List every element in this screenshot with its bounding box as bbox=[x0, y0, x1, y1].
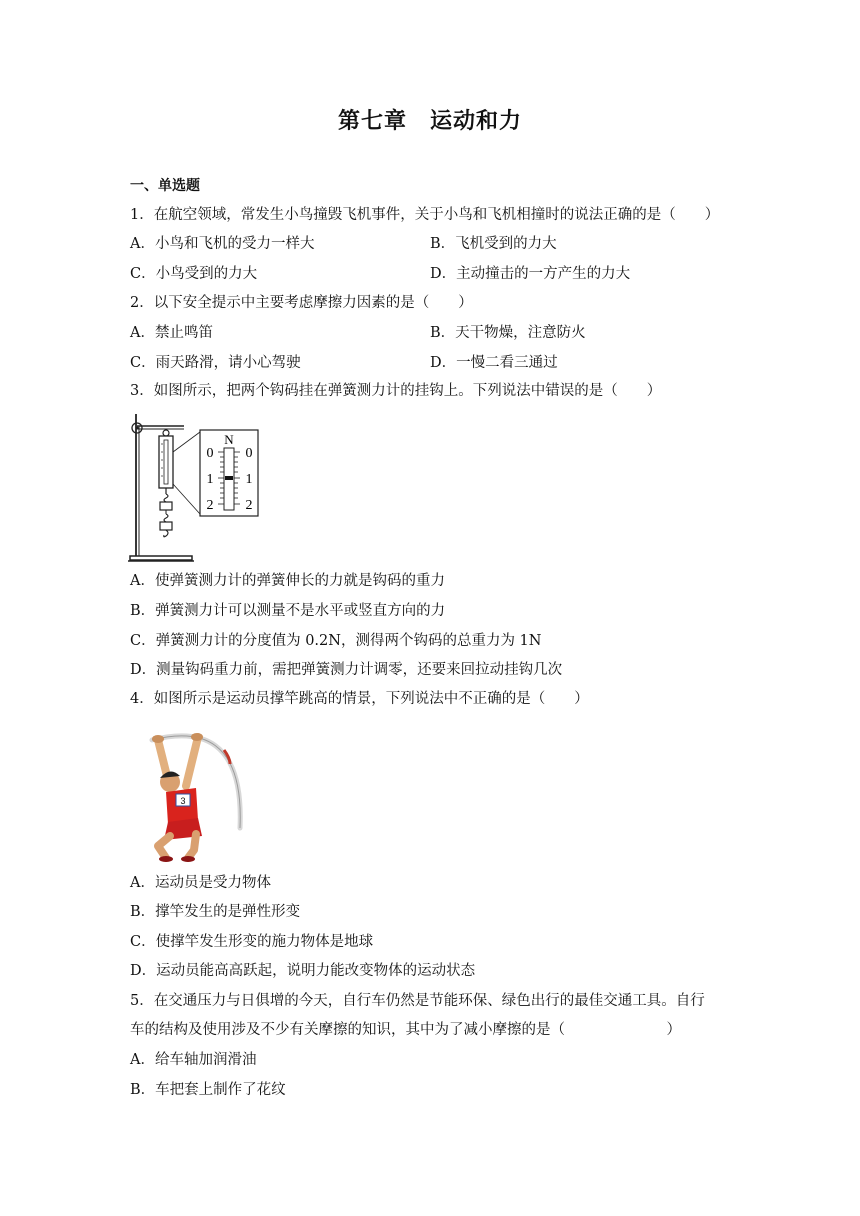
scale-left-tick-label: 1 bbox=[206, 472, 214, 487]
question-2-option-d: D．一慢二看三通过 bbox=[430, 355, 558, 371]
question-4-option-c: C．使撑竿发生形变的施力物体是地球 bbox=[130, 934, 374, 950]
question-2-option-a: A．禁止鸣笛 bbox=[130, 325, 213, 341]
scale-right-tick-label: 1 bbox=[245, 472, 253, 487]
question-4-option-d: D．运动员能高高跃起，说明力能改变物体的运动状态 bbox=[130, 963, 476, 979]
scale-unit-label: N bbox=[224, 432, 234, 447]
question-4-option-a: A．运动员是受力物体 bbox=[130, 875, 271, 891]
question-1-stem: 1．在航空领域，常发生小鸟撞毁飞机事件，关于小鸟和飞机相撞时的说法正确的是（ ） bbox=[130, 207, 720, 223]
section-heading: 一、单选题 bbox=[130, 178, 200, 194]
question-2-option-c: C．雨天路滑，请小心驾驶 bbox=[130, 355, 301, 371]
question-4-stem: 4．如图所示是运动员撑竿跳高的情景，下列说法中不正确的是（ ） bbox=[130, 691, 589, 707]
question-2-stem: 2．以下安全提示中主要考虑摩擦力因素的是（ ） bbox=[130, 295, 473, 311]
scale-pointer bbox=[225, 476, 233, 480]
pole-vault-photo bbox=[140, 728, 260, 864]
question-5-stem-line-1: 5．在交通压力与日俱增的今天，自行车仍然是节能环保、绿色出行的最佳交通工具。自行 bbox=[130, 993, 705, 1009]
question-1-option-a: A．小鸟和飞机的受力一样大 bbox=[130, 236, 315, 252]
question-5-stem-line-2: 车的结构及使用涉及不少有关摩擦的知识，其中为了减小摩擦的是（ ） bbox=[130, 1022, 681, 1038]
question-5-option-b: B．车把套上制作了花纹 bbox=[130, 1082, 286, 1098]
question-1-option-b: B．飞机受到的力大 bbox=[430, 236, 557, 252]
question-2-option-b: B．天干物燥，注意防火 bbox=[430, 325, 586, 341]
question-1-option-c: C．小鸟受到的力大 bbox=[130, 266, 258, 282]
spring-scale-figure bbox=[126, 408, 262, 564]
athlete-bib-number: 3 bbox=[180, 796, 186, 806]
page-title: 第七章 运动和力 bbox=[337, 108, 522, 134]
scale-left-tick-label: 0 bbox=[206, 446, 214, 461]
question-3-option-d: D．测量钩码重力前，需把弹簧测力计调零，还要来回拉动挂钩几次 bbox=[130, 662, 563, 678]
question-3-option-c: C．弹簧测力计的分度值为 0.2N，测得两个钩码的总重力为 1N bbox=[130, 633, 542, 649]
question-3-stem: 3．如图所示，把两个钩码挂在弹簧测力计的挂钩上。下列说法中错误的是（ ） bbox=[130, 383, 662, 399]
question-3-option-b: B．弹簧测力计可以测量不是水平或竖直方向的力 bbox=[130, 603, 446, 619]
question-4-option-b: B．撑竿发生的是弹性形变 bbox=[130, 904, 301, 920]
scale-right-tick-label: 2 bbox=[245, 498, 253, 513]
question-3-option-a: A．使弹簧测力计的弹簧伸长的力就是钩码的重力 bbox=[130, 573, 445, 589]
scale-right-tick-label: 0 bbox=[245, 446, 253, 461]
question-1-option-d: D．主动撞击的一方产生的力大 bbox=[430, 266, 631, 282]
scale-left-tick-label: 2 bbox=[206, 498, 214, 513]
question-5-option-a: A．给车轴加润滑油 bbox=[130, 1052, 257, 1068]
